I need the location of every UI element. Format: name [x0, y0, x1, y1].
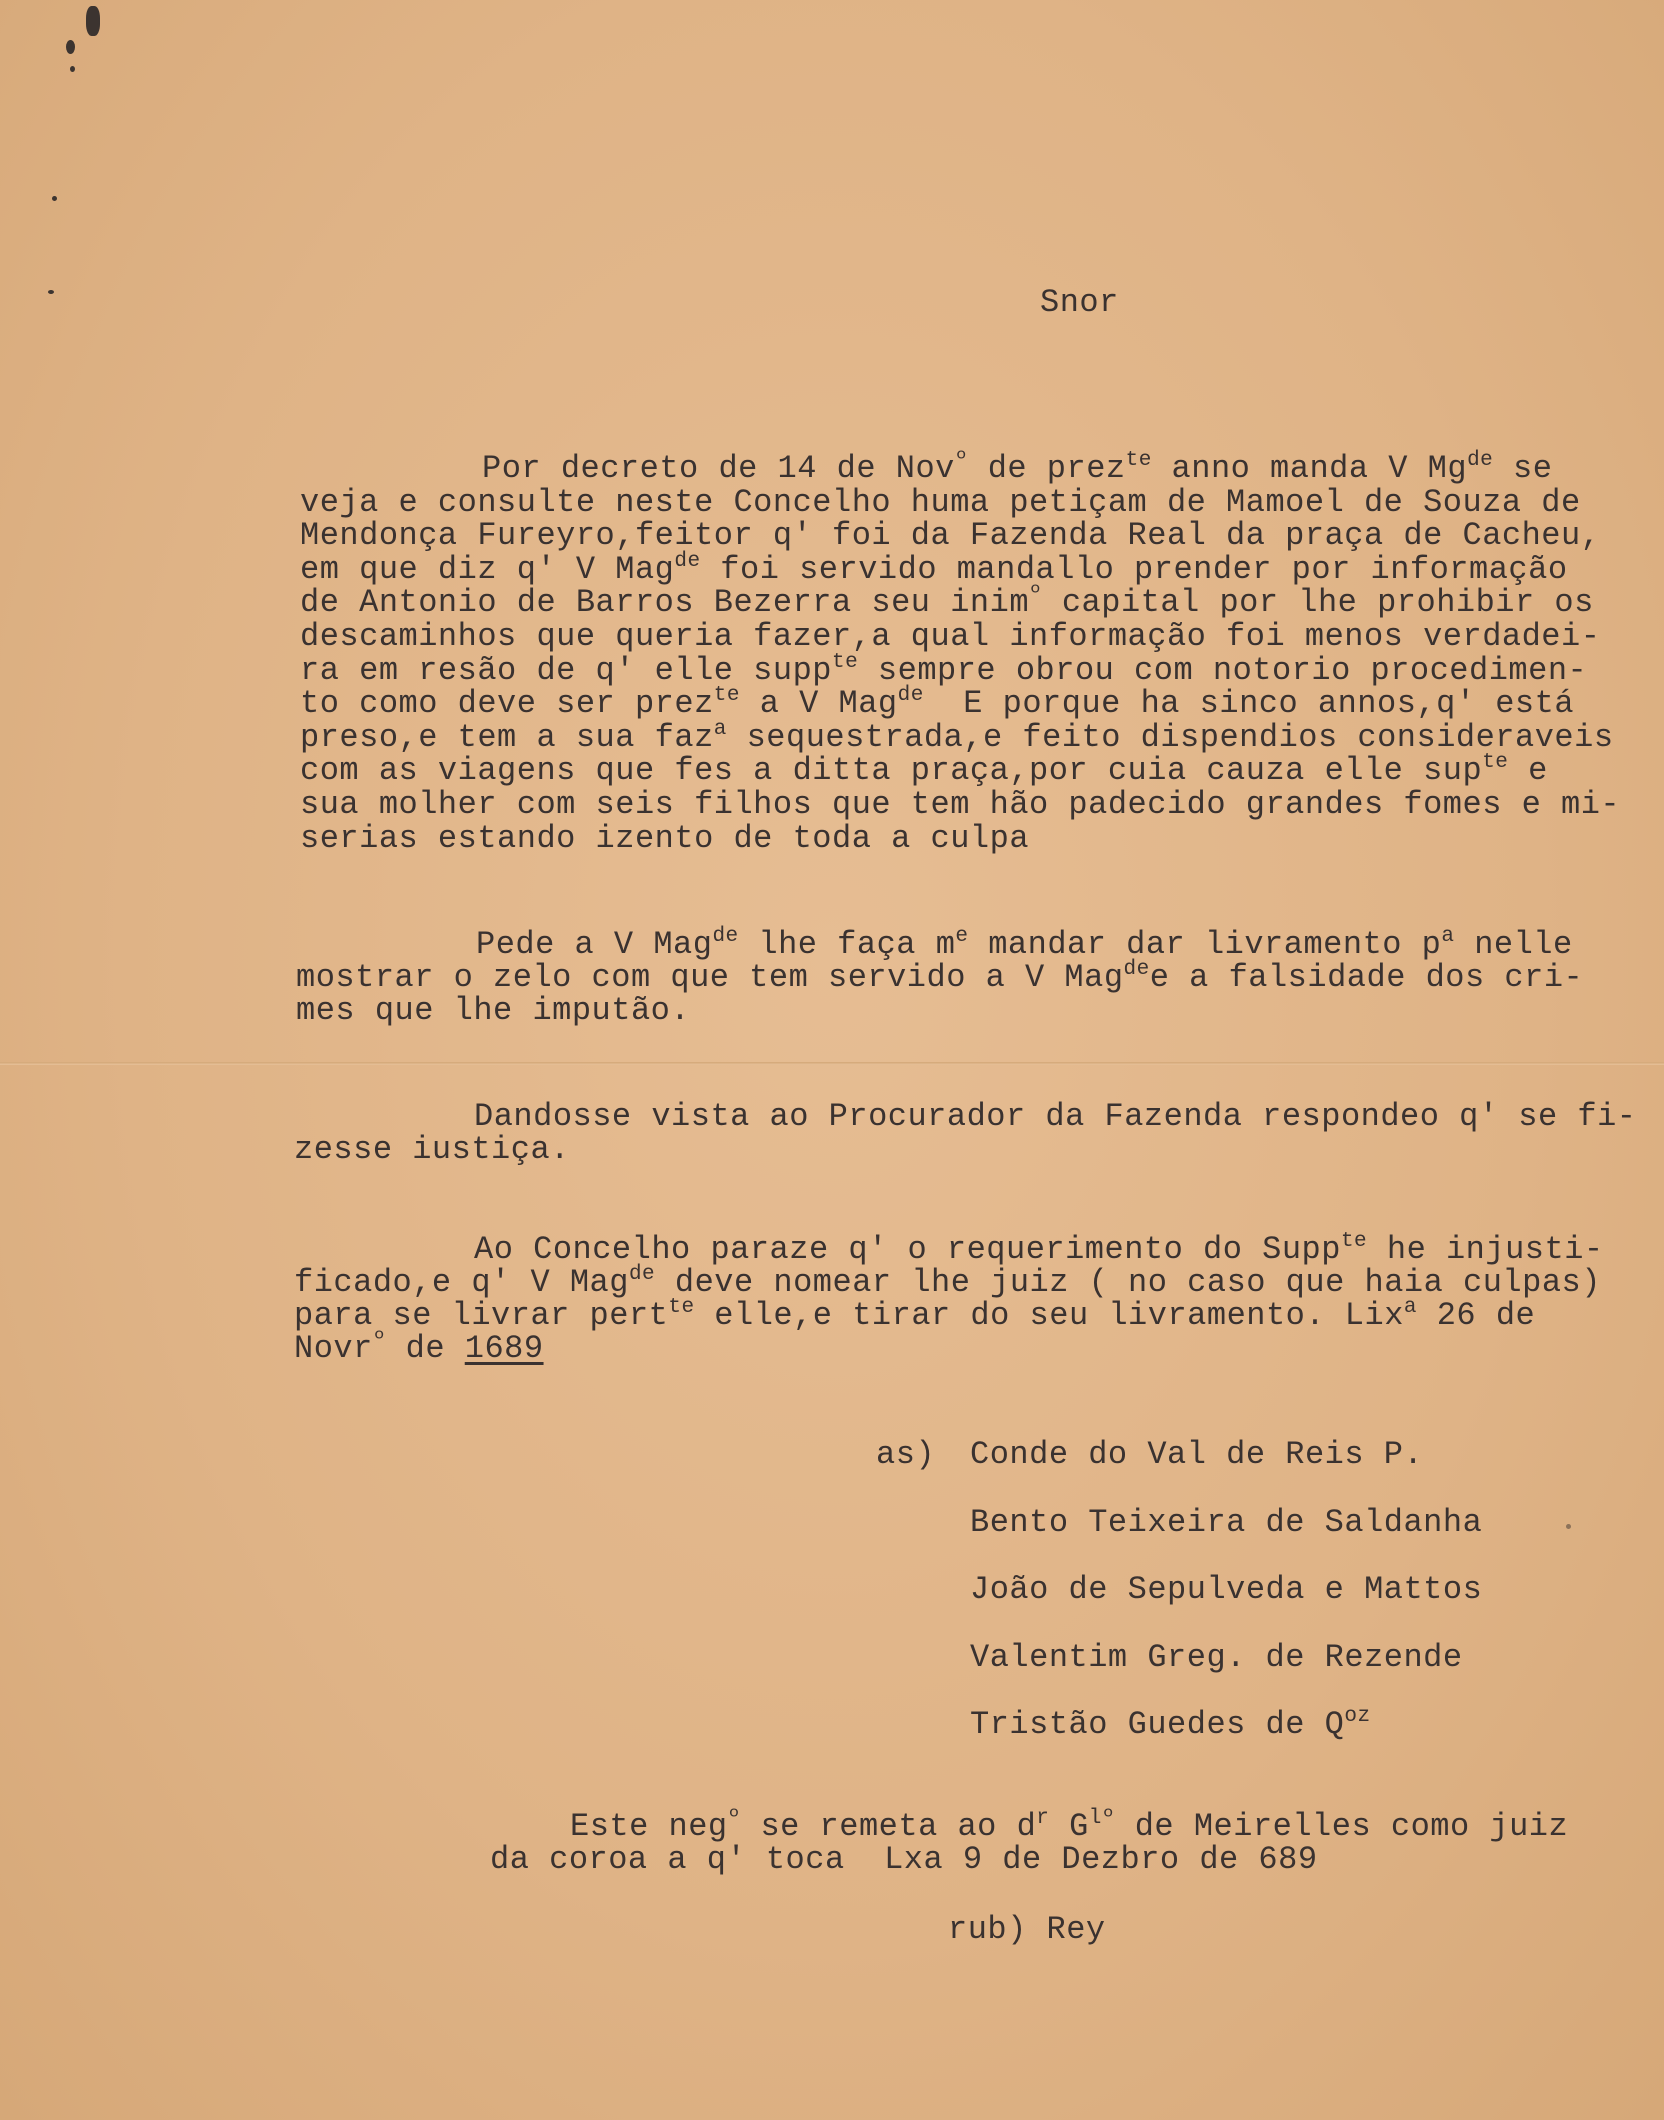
superscript-abbrev: te: [831, 650, 859, 674]
ink-speck: [48, 290, 54, 294]
superscript-abbrev: de: [628, 1263, 656, 1286]
superscript-abbrev: r: [1036, 1807, 1050, 1830]
superscript-abbrev: a: [1403, 1296, 1417, 1319]
text-line: em que diz q' V Mag$^{de}$ foi servido mandallo prender por informação: [300, 549, 1568, 588]
superscript-abbrev: º: [1029, 583, 1043, 607]
underlined-year: 1689: [464, 1330, 544, 1367]
signatory-name: João de Sepulveda e Mattos: [970, 1571, 1483, 1608]
superscript-abbrev: de: [897, 684, 924, 708]
superscript-abbrev: te: [1482, 751, 1509, 775]
superscript-abbrev: de: [674, 549, 701, 573]
superscript-abbrev: te: [713, 684, 740, 708]
ink-speck: [70, 66, 75, 72]
text-line: ficado,e q' V Mag$^{de}$ deve nomear lhe juiz ( no caso que haia culpas): [294, 1263, 1601, 1301]
text-line: Ao Concelho paraze q' o requerimento do Supp$^{te}$ he injusti-: [474, 1230, 1604, 1268]
superscript-abbrev: º: [954, 449, 968, 472]
superscript-abbrev: de: [712, 925, 739, 948]
signature-prefix: as): [876, 1436, 936, 1473]
ink-speck: [1566, 1524, 1571, 1529]
text-line: Este neg$^º$ se remeta ao $d^r$ $G^{lº}$ de Meirelles como juiz: [570, 1807, 1569, 1845]
superscript-abbrev: de: [1123, 958, 1150, 981]
superscript-abbrev: e: [955, 925, 969, 948]
superscript-abbrev: de: [1467, 449, 1494, 472]
text-line: Dandosse vista ao Procurador da Fazenda respondeo q' se fi-: [474, 1098, 1637, 1135]
text-line: para se livrar pert$^{te}$ elle,e tirar do seu livramento. Lix$^a$ 26 de: [294, 1296, 1536, 1334]
superscript-abbrev: te: [1125, 449, 1152, 472]
signatory-name: Conde do Val de Reis P.: [970, 1436, 1424, 1473]
text-line: com as viagens que fes a ditta praça,por cuia cauza elle sup$^{te}$ e: [300, 751, 1548, 790]
superscript-abbrev: te: [668, 1296, 695, 1319]
text-line: veja e consulte neste Concelho huma petiçam de Mamoel de Souza de: [300, 483, 1581, 521]
ink-blot: [66, 40, 75, 54]
text-line: zesse iustiça.: [294, 1131, 570, 1168]
rubric: rub) Rey: [948, 1911, 1106, 1948]
text-line: sua molher com seis filhos que tem hão padecido grandes fomes e mi-: [300, 786, 1621, 823]
text-line: mostrar o zelo com que tem servido a V Mag$^{de}$e a falsidade dos cri-: [296, 958, 1584, 996]
ink-blot: [86, 6, 100, 36]
superscript-abbrev: te: [1340, 1230, 1368, 1253]
text-line: serias estando izento de toda a culpa: [300, 819, 1030, 857]
superscript-abbrev: a: [713, 717, 727, 741]
text-line: ra em resão de q' elle supp$^{te}$ sempre obrou com notorio procedimen-: [300, 650, 1588, 689]
text-line: preso,e tem a sua faz$^a$ sequestrada,e feito dispendios consideraveis: [300, 717, 1614, 756]
superscript-abbrev: º: [727, 1807, 741, 1830]
ink-speck: [52, 196, 57, 201]
text-line: to como deve ser prez$^{te}$ a V Mag$^{de}$ E porque ha sinco annos,q' está: [300, 684, 1575, 723]
salutation: Snor: [1040, 284, 1119, 321]
superscript-abbrev: a: [1441, 925, 1455, 948]
text-line: de Antonio de Barros Bezerra seu inim$^º$ capital por lhe prohibir os: [300, 583, 1594, 622]
paper-fold: [0, 1062, 1664, 1065]
text-line: Novr$^º$ de 1689: [294, 1329, 544, 1367]
superscript-abbrev: º: [372, 1329, 386, 1352]
text-line: Mendonça Fureyro,feitor q' foi da Fazenda Real da praça de Cacheu,: [300, 517, 1601, 555]
superscript-abbrev: oz: [1344, 1705, 1371, 1728]
text-line: descaminhos que queria fazer,a qual informação foi menos verdadei-: [300, 618, 1601, 655]
text-line: Pede a V Mag$^{de}$ lhe faça $m^e$ mandar dar livramento $p^a$ nelle: [476, 925, 1573, 963]
text-line: da coroa a q' toca Lxa 9 de Dezbro de 689: [490, 1841, 1318, 1878]
text-line: Por decreto de 14 de Nov$^º$ de prez$^{te}$ anno manda V $Mg^{de}$ se: [482, 449, 1553, 487]
signatory-name: Tristão Guedes de $Q^{oz}$: [970, 1705, 1371, 1743]
superscript-abbrev: lº: [1088, 1807, 1116, 1830]
text-line: mes que lhe imputão.: [296, 992, 691, 1029]
signatory-name: Valentim Greg. de Rezende: [970, 1638, 1463, 1676]
signatory-name: Bento Teixeira de Saldanha: [970, 1503, 1483, 1541]
